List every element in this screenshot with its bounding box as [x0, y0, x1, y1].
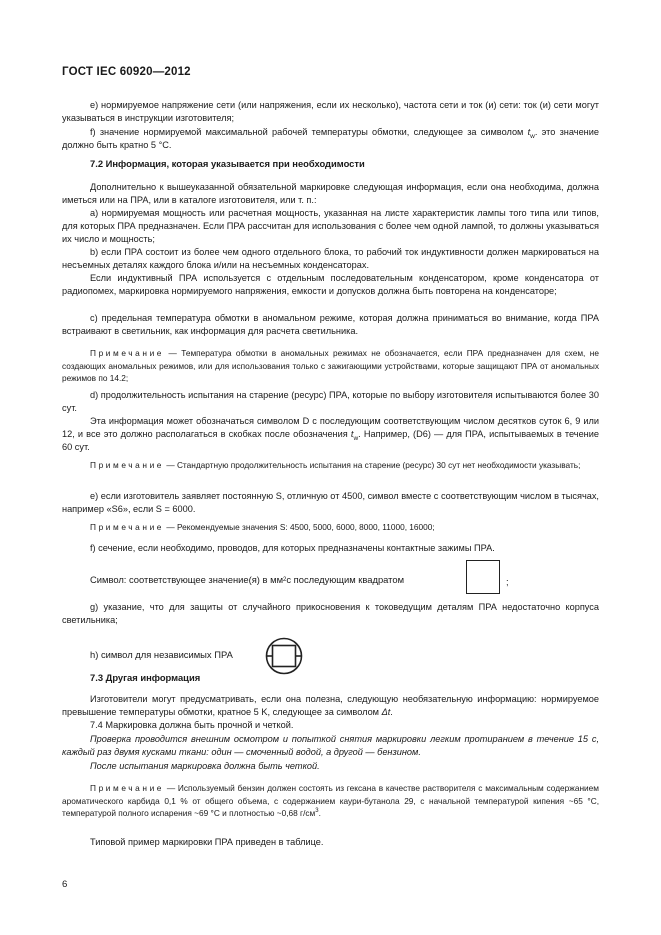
item-a: а) нормируемая мощность или расчетная мощность, указанная на листе характеристик лампы того типа или типов, для которых ПРА предназначен. Если ПРА рассчитан для использования с более чем одной лампой, то должны указываться их число и мощность;: [62, 208, 599, 245]
item-h: h) символ для независимых ПРА: [90, 649, 233, 660]
section-7-3-intro: Изготовители могут предусматривать, если она полезна, следующую необязательную информацию: нормируемое превышение температуры обмотки, кратное 5 K, следующее за символом Δt.: [62, 694, 599, 718]
note-2: Примечание — Стандартную продолжительность испытания на старение (ресурс) 30 сут нет необходимости указывать;: [90, 460, 581, 470]
section-7-2-intro: Дополнительно к вышеуказанной обязательной маркировке следующая информация, если она необходима, должна иметься или на ПРА, или в каталоге изготовителя, или т. п.:: [62, 182, 599, 206]
independent-ballast-symbol-icon: [264, 636, 320, 678]
note-4: Примечание — Используемый бензин должен состоять из гексана в качестве растворителя с максимальным содержанием ароматического карбида 0,1 % от общего объема, с содержанием каури-бутанола 29, с начальной температурой кипения ~65 °C, температурой полного испарения ~69 °C и плотностью ~0,68 $г/см^3$.: [62, 783, 599, 819]
item-g: g) указание, что для защиты от случайного прикосновения к токоведущим деталям ПРА недостаточно корпуса светильника;: [62, 602, 599, 626]
item-b: b) если ПРА состоит из более чем одного отдельного блока, то рабочий ток индуктивности должен маркироваться на несъемных деталях каждого блока и/или на несъемных конденсаторах.: [62, 247, 599, 271]
inductive-ballast-paragraph: Если индуктивный ПРА используется с отдельным последовательным конденсатором, кроме конденсатора от радиопомех, маркировка нормируемого напряжения, емкости и допусков должна быть повторена на конденсаторе;: [62, 273, 599, 297]
item-c: с) предельная температура обмотки в аномальном режиме, которая должна приниматься во внимание, когда ПРА встраивают в светильник, как информация для расчета светильника.: [62, 313, 599, 337]
note-1: Примечание — Температура обмотки в аномальных режимах не обозначается, если ПРА предназначен для схем, не создающих аномальных режимов, или для использования только с зажигающими устройствами, которые защищают ПРА от аномальных режимов по 14.2;: [62, 348, 599, 384]
after-test: После испытания маркировка должна быть четкой.: [90, 761, 320, 771]
square-symbol-icon: [466, 560, 500, 594]
section-7-3-heading: 7.3 Другая информация: [90, 672, 201, 683]
item-d: d) продолжительность испытания на старение (ресурс) ПРА, которые по выбору изготовителя испытываются более 30 сут.: [62, 390, 599, 414]
d-information: Эта информация может обозначаться символом D с последующим соответствующим числом десятков суток 6, 9 или 12, и все это должно располагаться в скобках после обозначения $t_w$. Например, (D6) — для ПРА, испытываемых в течение 60 сут.: [62, 416, 599, 453]
section-7-2-heading: 7.2 Информация, которая указывается при необходимости: [90, 158, 365, 169]
item-f-top: f) значение нормируемой максимальной рабочей температуры обмотки, следующее за символом $t_w$. это значение должно быть кратно 5 °C.: [62, 127, 599, 151]
example-sentence: Типовой пример маркировки ПРА приведен в таблице.: [90, 837, 324, 847]
item-e: е) если изготовитель заявляет постоянную S, отличную от 4500, символ вместе с соответствующим числом в тысячах, например «S6», если S = 6000.: [62, 491, 599, 515]
symbol-semicolon: ;: [506, 576, 509, 587]
note-3: Примечание — Рекомендуемые значения S: 4500, 5000, 6000, 8000, 11000, 16000;: [90, 522, 435, 532]
item-e-top: е) нормируемое напряжение сети (или напряжения, если их несколько), частота сети и ток (и) сети: ток (и) сети могут указываться в инструкции изготовителя;: [62, 100, 599, 124]
page-number: 6: [62, 879, 68, 890]
document-header: ГОСТ IEC 60920—2012: [62, 66, 191, 78]
clause-7-4: 7.4 Маркировка должна быть прочной и четкой.: [90, 720, 294, 730]
check-procedure: Проверка проводится внешним осмотром и попыткой снятия маркировки легким протиранием в течение 15 с, каждый раз двумя кусками ткани: один — смоченный водой, а другой — бензином.: [62, 734, 599, 758]
symbol-line: Символ: соответствующее значение(я) в мм 2 с последующим квадратом: [90, 574, 405, 585]
item-f: f) сечение, если необходимо, проводов, для которых предназначены контактные зажимы ПРА.: [90, 543, 495, 553]
